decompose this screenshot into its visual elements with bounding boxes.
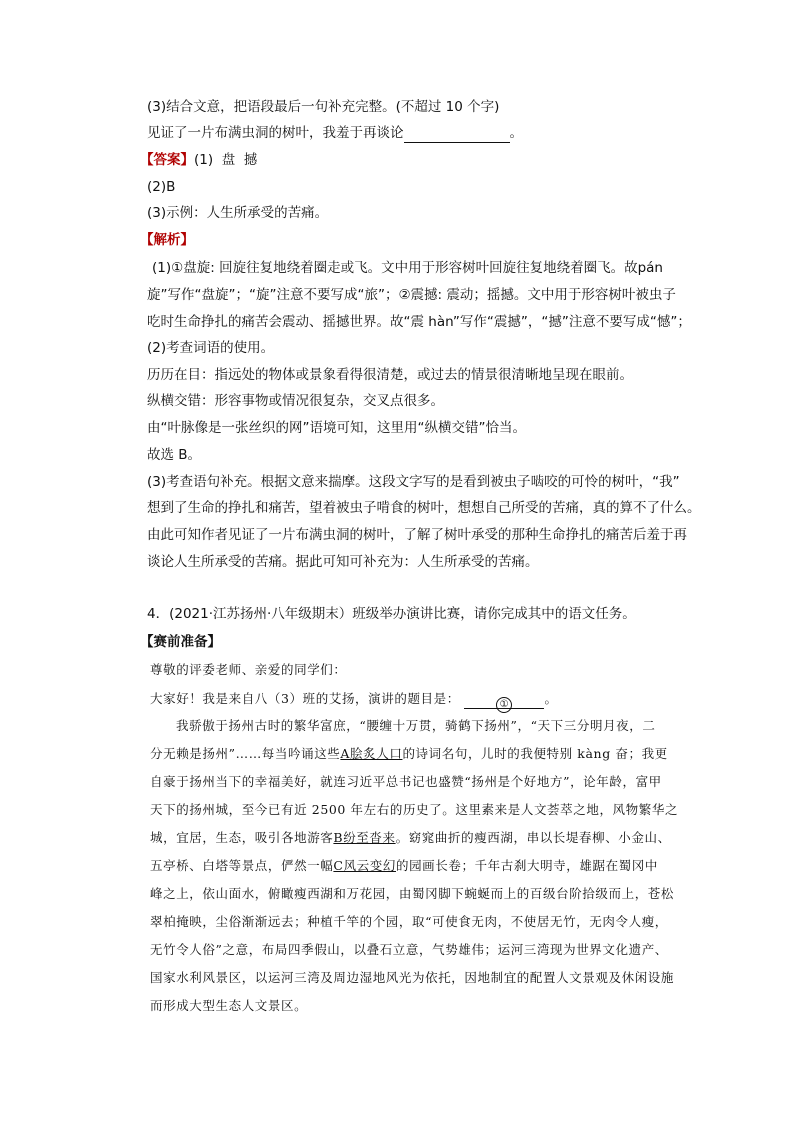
speech-text: 城，宜居，生态，吸引各地游客: [150, 830, 334, 845]
speech-line: 翠柏掩映，尘俗渐渐远去；种植千竿的个园，取“可使食无肉，不使居无竹，无肉令人瘦，: [150, 914, 668, 929]
analysis-line: (2)考查词语的使用。: [147, 340, 275, 356]
speech-line: 国家水利风景区，以运河三湾及周边湿地风光为依托，因地制宜的配置人文景观及休闲设施: [150, 970, 675, 985]
speech-greeting: 尊敬的评委老师、亲爱的同学们：: [150, 662, 347, 677]
speech-text: 五亭桥、白塔等景点，俨然一幅: [150, 858, 334, 873]
q3-part3-prompt: (3)结合文意，把语段最后一句补充完整。(不超过 10 个字): [147, 99, 500, 115]
speech-line: [150, 828, 671, 848]
q4-header: 4．(2021·江苏扬州·八年级期末）班级举办演讲比赛，请你完成其中的语文任务。: [147, 606, 636, 622]
analysis-line: (3)考查语句补充。根据文意来揣摩。这段文字写的是看到被虫子啮咬的可怜的树叶，“我”: [147, 474, 680, 490]
analysis-line: 由“叶脉像是一张丝织的网”语境可知，这里用“纵横交错”恰当。: [147, 420, 526, 436]
answer-part3: (3)示例：人生所承受的苦痛。: [147, 205, 329, 221]
blank-marker-1: ①: [496, 697, 512, 713]
q4-section-title: 【赛前准备】: [140, 634, 221, 650]
title-blank[interactable]: [464, 694, 544, 709]
speech-line: 无竹令人俗”之意，布局四季假山，以叠石立意，气势雄伟；运河三湾现为世界文化遗产、: [150, 942, 668, 957]
speech-line: 天下的扬州城，至今已有近 2500 年左右的历史了。这里素来是人文荟萃之地，风物繁华之: [150, 802, 679, 817]
fill-line-end: 。: [509, 125, 523, 141]
underlined-option-b: B纷至沓来: [333, 830, 396, 845]
analysis-line: (1)①盘旋: 回旋往复地绕着圈走或飞。文中用于形容树叶回旋往复地绕着圈飞。故pán: [152, 260, 663, 276]
speech-text: 的诗词名句，儿时的我便特别 kàng 奋；我更: [402, 746, 668, 761]
speech-line: 峰之上，依山面水，俯瞰瘦西湖和万花园，由蜀冈脚下蜿蜒而上的百级台阶拾级而上，苍松: [150, 886, 675, 901]
speech-text: 分无赖是扬州”……每当吟诵这些: [150, 746, 341, 761]
speech-line: 而形成大型生态人文景区。: [150, 998, 308, 1013]
analysis-line: 历历在目：指远处的物体或景象看得很清楚，或过去的情景很清晰地呈现在眼前。: [147, 367, 633, 383]
speech-text: 。窈窕曲折的瘦西湖，串以长堤春柳、小金山、: [395, 830, 671, 845]
answer-line-1: [140, 150, 257, 170]
speech-line: [150, 856, 658, 876]
analysis-line: 谈论人生所承受的苦痛。据此可知可补充为：人生所承受的苦痛。: [147, 554, 539, 570]
answer-label: 【答案】: [140, 152, 194, 168]
analysis-line: 旋”写作“盘旋”；“旋”注意不要写成“旅”；②震撼: 震动；摇撼。文中用于形容树叶被虫子: [147, 287, 676, 303]
analysis-line: 吃时生命挣扎的痛苦会震动、摇撼世界。故“震 hàn”写作“震撼”，“撼”注意不要写成“憾”；: [147, 314, 691, 330]
intro-text: 大家好！我是来自八（3）班的艾扬，演讲的题目是：: [150, 691, 460, 706]
analysis-label: 【解析】: [140, 232, 194, 248]
speech-intro: [150, 689, 558, 709]
analysis-line: 想到了生命的挣扎和痛苦，望着被虫子啃食的树叶，想想自己所受的苦痛，真的算不了什么。: [147, 500, 701, 516]
analysis-line: 故选 B。: [147, 447, 202, 463]
analysis-line: 纵横交错：形容事物或情况很复杂，交叉点很多。: [147, 393, 444, 409]
speech-line: 自豪于扬州当下的幸福美好，就连习近平总书记也盛赞“扬州是个好地方”，论年龄，富甲: [150, 774, 662, 789]
underlined-option-a: A脍炙人口: [340, 746, 403, 761]
answer-part2: (2)B: [147, 179, 176, 195]
speech-line: 我骄傲于扬州古时的繁华富庶，“腰缠十万贯，骑鹤下扬州”，“天下三分明月夜，二: [176, 718, 656, 733]
underlined-option-c: C风云变幻: [333, 858, 396, 873]
intro-end: 。: [544, 691, 558, 706]
answer-part1: (1) 盘 撼: [194, 152, 258, 168]
speech-line: [150, 744, 668, 764]
answer-blank[interactable]: [404, 128, 510, 143]
analysis-line: 由此可知作者见证了一片布满虫洞的树叶，了解了树叶承受的那种生命挣扎的痛苦后羞于再: [147, 527, 687, 543]
speech-text: 的园画长卷；千年古刹大明寺，雄踞在蜀冈中: [395, 858, 658, 873]
q3-part3-fill-line: [147, 123, 523, 143]
fill-line-text: 见证了一片布满虫洞的树叶，我羞于再谈论: [147, 125, 404, 141]
